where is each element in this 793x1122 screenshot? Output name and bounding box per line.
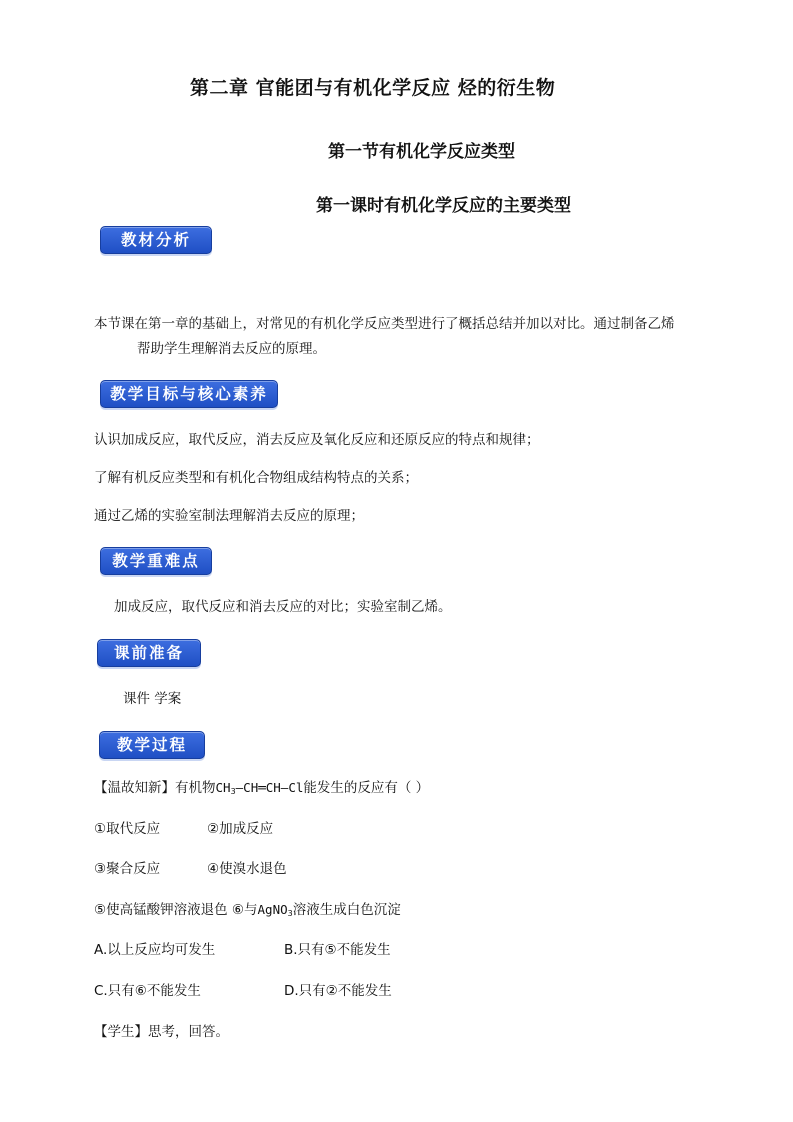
option-6-prefix: ⑥与 — [231, 902, 258, 918]
formula-part-b: —CH═CH—Cl — [235, 780, 304, 795]
goals-badge: 教学目标与核心素养 — [100, 380, 278, 408]
section-title: 第一节有机化学反应类型 — [328, 142, 515, 162]
option-6-subscript: 3 — [287, 909, 293, 918]
question-pre: 有机物 — [175, 780, 216, 796]
choice-a: A.以上反应均可发生 — [94, 942, 216, 958]
student-text: 思考，回答。 — [148, 1024, 229, 1040]
option-4: ④使溴水退色 — [207, 861, 287, 877]
option-6-formula: AgNO — [257, 902, 288, 917]
goal-item-1: 认识加成反应，取代反应，消去反应及氧化反应和还原反应的特点和规律； — [94, 432, 540, 448]
lesson-title: 第一课时有机化学反应的主要类型 — [316, 196, 571, 216]
option-5-6-line — [94, 900, 401, 924]
materials-badge: 教材分析 — [100, 226, 212, 254]
keypoints-badge: 教学重难点 — [100, 547, 212, 575]
option-6-suffix: 溶液生成白色沉淀 — [292, 902, 401, 918]
question-tag: 【温故知新】 — [94, 780, 175, 796]
keypoints-text: 加成反应，取代反应和消去反应的对比；实验室制乙烯。 — [114, 599, 452, 615]
option-2: ②加成反应 — [207, 821, 274, 837]
choice-c: C.只有⑥不能发生 — [94, 983, 201, 999]
prep-text: 课件 学案 — [123, 691, 182, 707]
process-badge: 教学过程 — [99, 731, 205, 759]
prep-badge: 课前准备 — [97, 639, 201, 667]
option-5: ⑤使高锰酸钾溶液退色 — [94, 902, 228, 918]
student-tag: 【学生】 — [94, 1024, 148, 1040]
option-1: ①取代反应 — [94, 821, 161, 837]
formula-subscript: 3 — [230, 787, 236, 796]
formula-part-a: CH — [215, 780, 231, 795]
choice-b: B.只有⑤不能发生 — [284, 942, 391, 958]
option-3: ③聚合反应 — [94, 861, 161, 877]
question-line — [94, 778, 429, 802]
materials-line-1: 本节课在第一章的基础上，对常见的有机化学反应类型进行了概括总结并加以对比。通过制备乙烯 — [94, 316, 675, 332]
goal-item-3: 通过乙烯的实验室制法理解消去反应的原理； — [94, 508, 364, 524]
goal-item-2: 了解有机反应类型和有机化合物组成结构特点的关系； — [94, 470, 418, 486]
chapter-title: 第二章 官能团与有机化学反应 烃的衍生物 — [190, 77, 556, 99]
materials-line-2: 帮助学生理解消去反应的原理。 — [137, 341, 326, 357]
choice-d: D.只有②不能发生 — [284, 983, 392, 999]
question-post: 能发生的反应有（ ） — [303, 780, 430, 796]
student-line — [94, 1022, 229, 1042]
